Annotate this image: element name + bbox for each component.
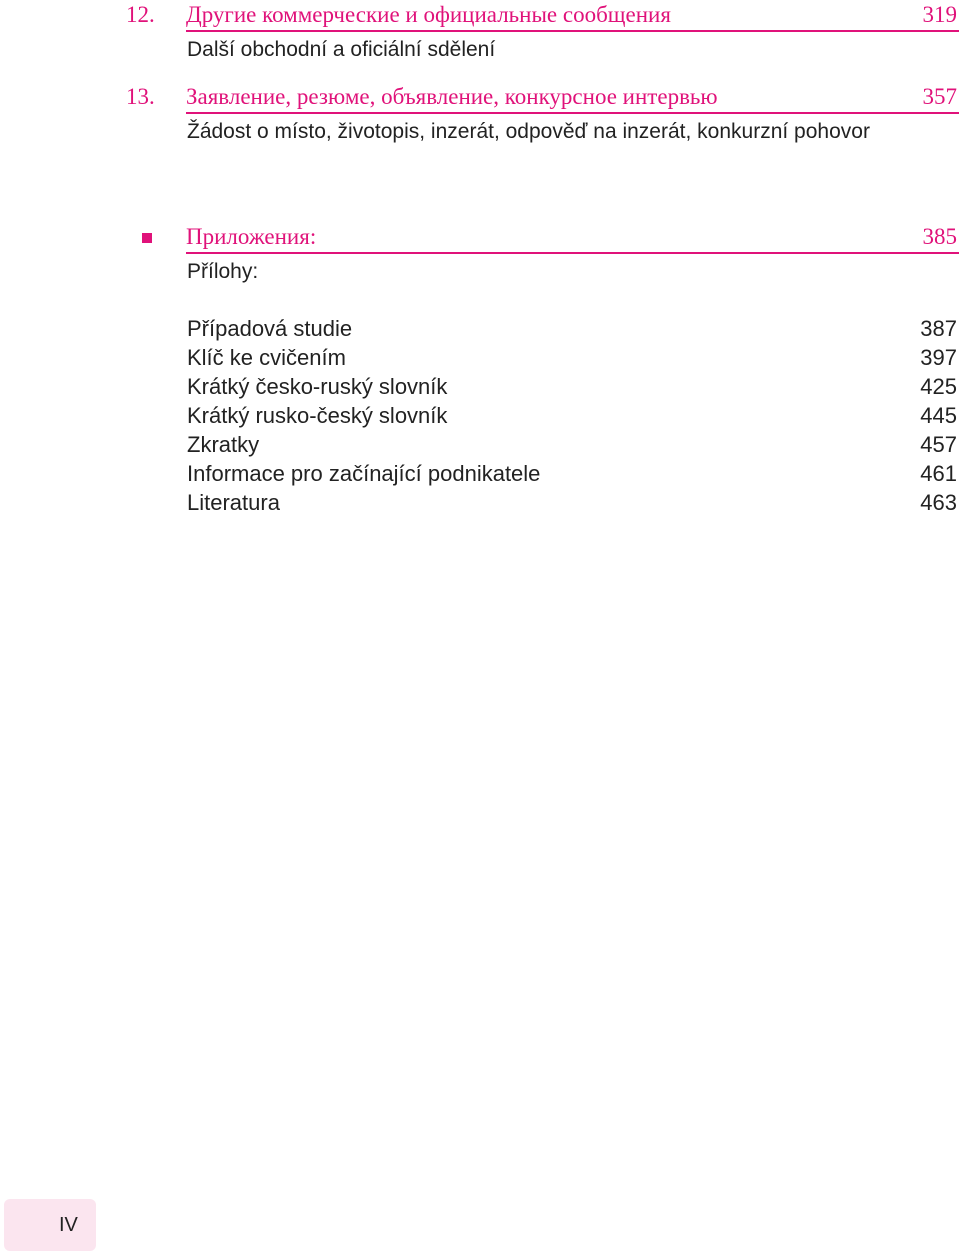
list-item-label: Klíč ke cvičením — [187, 345, 346, 370]
page-number: IV — [59, 1214, 78, 1236]
list-item-label: Krátký česko-ruský slovník — [187, 374, 448, 399]
list-item[interactable] — [187, 401, 957, 430]
list-item-label: Literatura — [187, 490, 280, 515]
chapter-heading — [126, 0, 959, 32]
list-item[interactable] — [187, 314, 957, 343]
list-item-page: 387 — [920, 316, 957, 341]
list-item-page: 445 — [920, 403, 957, 428]
list-item-page: 463 — [920, 490, 957, 515]
list-item[interactable] — [187, 459, 957, 488]
appendix-title[interactable]: Приложения: — [186, 224, 317, 249]
chapter-subtitle: Žádost o místo, životopis, inzerát, odpověď na inzerát, konkurzní pohovor — [187, 120, 870, 143]
square-bullet-icon — [142, 233, 152, 243]
chapter-number: 13. — [126, 84, 155, 109]
appendix-heading — [186, 222, 959, 254]
chapter-number: 12. — [126, 2, 155, 27]
appendix-page-number: 385 — [922, 224, 957, 249]
list-item[interactable] — [187, 372, 957, 401]
list-item-page: 397 — [920, 345, 957, 370]
list-item-label: Krátký rusko-český slovník — [187, 403, 448, 428]
list-item-label: Případová studie — [187, 316, 353, 341]
list-item-page: 461 — [920, 461, 957, 486]
page-number-tab — [4, 1199, 96, 1251]
appendix-subtitle: Přílohy: — [187, 260, 259, 283]
chapter-subtitle: Další obchodní a oficiální sdělení — [187, 38, 496, 61]
toc-entry-chapter-13 — [0, 82, 960, 147]
list-item-page: 457 — [920, 432, 957, 457]
toc-entry-appendix — [0, 222, 960, 287]
list-item[interactable] — [187, 343, 957, 372]
toc-entry-chapter-12 — [0, 0, 960, 65]
appendix-list — [187, 314, 957, 517]
chapter-heading — [126, 82, 959, 114]
list-item-label: Zkratky — [187, 432, 260, 457]
list-item-page: 425 — [920, 374, 957, 399]
list-item[interactable] — [187, 430, 957, 459]
chapter-page-number: 319 — [922, 2, 957, 27]
list-item-label: Informace pro začínající podnikatele — [187, 461, 541, 486]
chapter-title[interactable]: Заявление, резюме, объявление, конкурсное интервью — [186, 84, 718, 109]
chapter-title[interactable]: Другие коммерческие и официальные сообщения — [186, 2, 671, 27]
list-item[interactable] — [187, 488, 957, 517]
chapter-page-number: 357 — [922, 84, 957, 109]
